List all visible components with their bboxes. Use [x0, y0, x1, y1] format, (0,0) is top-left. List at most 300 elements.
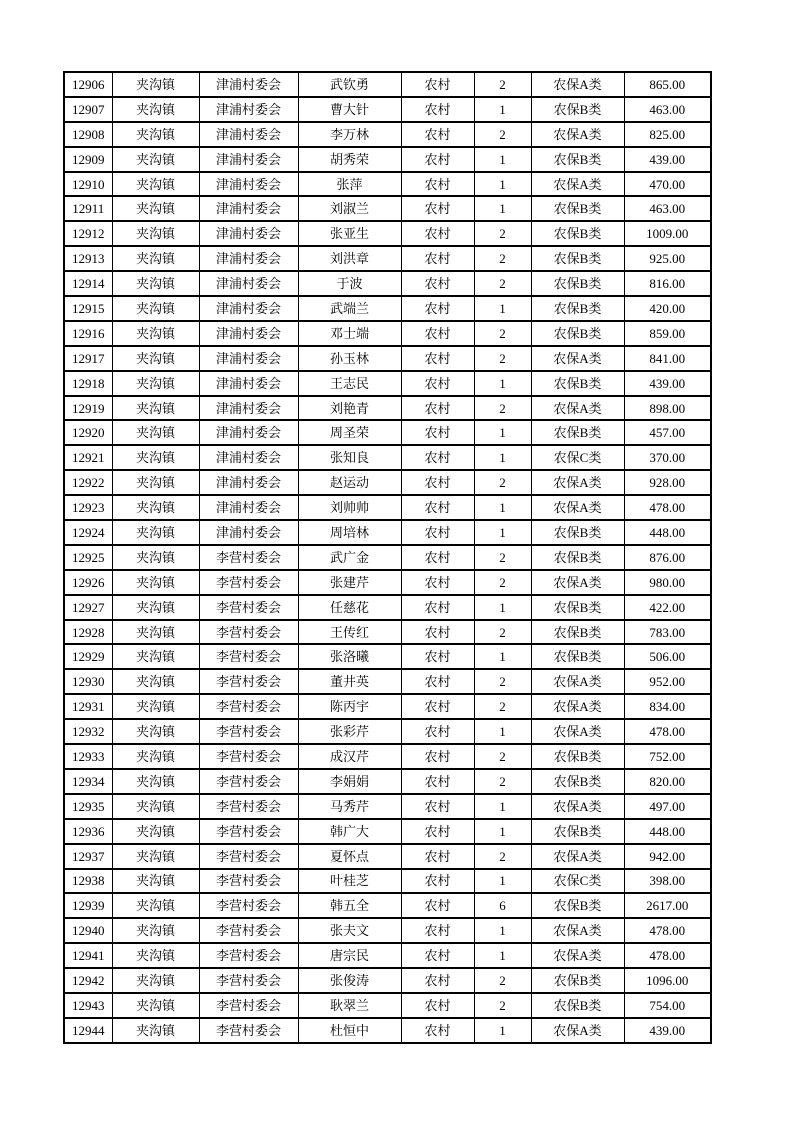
cell-insurance-category: 农保A类 [531, 844, 624, 869]
cell-residence-type: 农村 [401, 545, 474, 570]
table-row [64, 620, 711, 645]
cell-town: 夹沟镇 [112, 819, 199, 844]
table-row [64, 346, 711, 371]
cell-insurance-category: 农保B类 [531, 296, 624, 321]
cell-person-name: 韩五全 [298, 893, 401, 918]
cell-town: 夹沟镇 [112, 246, 199, 271]
cell-town: 夹沟镇 [112, 321, 199, 346]
cell-residence-type: 农村 [401, 620, 474, 645]
cell-village-committee: 津浦村委会 [199, 495, 298, 520]
cell-residence-type: 农村 [401, 744, 474, 769]
cell-insurance-category: 农保B类 [531, 545, 624, 570]
cell-person-name: 成汉芹 [298, 744, 401, 769]
cell-serial-number: 12907 [64, 97, 112, 122]
cell-insurance-category: 农保A类 [531, 346, 624, 371]
cell-insurance-category: 农保B类 [531, 420, 624, 445]
cell-person-count: 1 [474, 371, 531, 396]
cell-amount: 980.00 [624, 570, 711, 595]
cell-village-committee: 李营村委会 [199, 794, 298, 819]
cell-residence-type: 农村 [401, 371, 474, 396]
cell-person-name: 马秀芹 [298, 794, 401, 819]
cell-amount: 478.00 [624, 943, 711, 968]
cell-town: 夹沟镇 [112, 520, 199, 545]
cell-person-name: 张彩芹 [298, 719, 401, 744]
cell-person-count: 2 [474, 769, 531, 794]
cell-insurance-category: 农保B类 [531, 644, 624, 669]
cell-village-committee: 津浦村委会 [199, 147, 298, 172]
cell-serial-number: 12925 [64, 545, 112, 570]
cell-person-count: 1 [474, 420, 531, 445]
cell-person-count: 2 [474, 396, 531, 421]
cell-person-count: 2 [474, 744, 531, 769]
cell-serial-number: 12941 [64, 943, 112, 968]
table-row [64, 122, 711, 147]
table-row [64, 570, 711, 595]
cell-amount: 816.00 [624, 271, 711, 296]
cell-insurance-category: 农保B类 [531, 595, 624, 620]
cell-residence-type: 农村 [401, 769, 474, 794]
cell-insurance-category: 农保A类 [531, 396, 624, 421]
cell-amount: 420.00 [624, 296, 711, 321]
cell-town: 夹沟镇 [112, 893, 199, 918]
cell-town: 夹沟镇 [112, 794, 199, 819]
cell-person-name: 胡秀荣 [298, 147, 401, 172]
cell-village-committee: 李营村委会 [199, 968, 298, 993]
cell-town: 夹沟镇 [112, 943, 199, 968]
cell-village-committee: 津浦村委会 [199, 470, 298, 495]
cell-insurance-category: 农保A类 [531, 719, 624, 744]
table-row [64, 545, 711, 570]
cell-amount: 820.00 [624, 769, 711, 794]
cell-insurance-category: 农保A类 [531, 570, 624, 595]
cell-residence-type: 农村 [401, 844, 474, 869]
cell-town: 夹沟镇 [112, 470, 199, 495]
cell-person-count: 2 [474, 470, 531, 495]
cell-person-count: 2 [474, 72, 531, 97]
cell-village-committee: 李营村委会 [199, 669, 298, 694]
cell-person-name: 陈丙宇 [298, 694, 401, 719]
cell-person-count: 1 [474, 196, 531, 221]
cell-residence-type: 农村 [401, 147, 474, 172]
cell-town: 夹沟镇 [112, 744, 199, 769]
cell-insurance-category: 农保B类 [531, 893, 624, 918]
cell-town: 夹沟镇 [112, 196, 199, 221]
cell-village-committee: 津浦村委会 [199, 346, 298, 371]
cell-amount: 876.00 [624, 545, 711, 570]
cell-village-committee: 李营村委会 [199, 819, 298, 844]
cell-residence-type: 农村 [401, 495, 474, 520]
cell-village-committee: 津浦村委会 [199, 420, 298, 445]
cell-person-name: 耿翠兰 [298, 993, 401, 1018]
cell-person-count: 2 [474, 346, 531, 371]
cell-amount: 398.00 [624, 869, 711, 894]
cell-person-count: 1 [474, 1018, 531, 1043]
cell-person-name: 武端兰 [298, 296, 401, 321]
cell-person-name: 夏怀点 [298, 844, 401, 869]
cell-residence-type: 农村 [401, 893, 474, 918]
cell-residence-type: 农村 [401, 396, 474, 421]
cell-serial-number: 12926 [64, 570, 112, 595]
cell-residence-type: 农村 [401, 918, 474, 943]
cell-person-name: 杜恒中 [298, 1018, 401, 1043]
cell-town: 夹沟镇 [112, 869, 199, 894]
cell-person-name: 刘淑兰 [298, 196, 401, 221]
cell-person-name: 王志民 [298, 371, 401, 396]
cell-amount: 457.00 [624, 420, 711, 445]
cell-village-committee: 李营村委会 [199, 769, 298, 794]
cell-village-committee: 李营村委会 [199, 595, 298, 620]
cell-serial-number: 12932 [64, 719, 112, 744]
cell-serial-number: 12916 [64, 321, 112, 346]
cell-serial-number: 12928 [64, 620, 112, 645]
cell-amount: 478.00 [624, 918, 711, 943]
cell-person-name: 周圣荣 [298, 420, 401, 445]
cell-person-name: 任慈花 [298, 595, 401, 620]
cell-residence-type: 农村 [401, 321, 474, 346]
cell-village-committee: 李营村委会 [199, 1018, 298, 1043]
cell-village-committee: 津浦村委会 [199, 172, 298, 197]
cell-amount: 928.00 [624, 470, 711, 495]
cell-village-committee: 李营村委会 [199, 744, 298, 769]
cell-person-count: 2 [474, 570, 531, 595]
cell-residence-type: 农村 [401, 296, 474, 321]
cell-village-committee: 津浦村委会 [199, 72, 298, 97]
cell-town: 夹沟镇 [112, 993, 199, 1018]
cell-residence-type: 农村 [401, 570, 474, 595]
cell-amount: 506.00 [624, 644, 711, 669]
cell-serial-number: 12922 [64, 470, 112, 495]
table-row [64, 844, 711, 869]
cell-person-name: 叶桂芝 [298, 869, 401, 894]
cell-amount: 752.00 [624, 744, 711, 769]
cell-person-name: 周培林 [298, 520, 401, 545]
cell-person-count: 2 [474, 122, 531, 147]
cell-person-name: 唐宗民 [298, 943, 401, 968]
cell-amount: 448.00 [624, 819, 711, 844]
cell-person-name: 张洛曦 [298, 644, 401, 669]
cell-insurance-category: 农保B类 [531, 321, 624, 346]
cell-person-name: 刘帅帅 [298, 495, 401, 520]
cell-person-count: 6 [474, 893, 531, 918]
cell-person-count: 1 [474, 495, 531, 520]
cell-person-count: 2 [474, 321, 531, 346]
cell-village-committee: 李营村委会 [199, 844, 298, 869]
table-row [64, 72, 711, 97]
table-row [64, 943, 711, 968]
cell-serial-number: 12910 [64, 172, 112, 197]
cell-insurance-category: 农保B类 [531, 97, 624, 122]
cell-person-count: 2 [474, 271, 531, 296]
table-row [64, 520, 711, 545]
table-row [64, 221, 711, 246]
cell-serial-number: 12913 [64, 246, 112, 271]
cell-person-name: 赵运动 [298, 470, 401, 495]
cell-person-count: 1 [474, 147, 531, 172]
cell-serial-number: 12912 [64, 221, 112, 246]
cell-village-committee: 李营村委会 [199, 570, 298, 595]
cell-insurance-category: 农保A类 [531, 918, 624, 943]
cell-town: 夹沟镇 [112, 644, 199, 669]
table-row [64, 918, 711, 943]
cell-village-committee: 李营村委会 [199, 893, 298, 918]
cell-insurance-category: 农保B类 [531, 371, 624, 396]
cell-amount: 478.00 [624, 719, 711, 744]
cell-insurance-category: 农保A类 [531, 470, 624, 495]
cell-town: 夹沟镇 [112, 371, 199, 396]
cell-residence-type: 农村 [401, 968, 474, 993]
cell-person-name: 刘艳青 [298, 396, 401, 421]
cell-serial-number: 12921 [64, 445, 112, 470]
cell-amount: 898.00 [624, 396, 711, 421]
cell-amount: 470.00 [624, 172, 711, 197]
cell-serial-number: 12911 [64, 196, 112, 221]
table-row [64, 893, 711, 918]
cell-insurance-category: 农保B类 [531, 744, 624, 769]
cell-person-count: 1 [474, 943, 531, 968]
cell-person-name: 韩广大 [298, 819, 401, 844]
table-row [64, 196, 711, 221]
table-row [64, 271, 711, 296]
cell-serial-number: 12918 [64, 371, 112, 396]
table-row [64, 595, 711, 620]
cell-serial-number: 12914 [64, 271, 112, 296]
cell-village-committee: 李营村委会 [199, 545, 298, 570]
table-row [64, 869, 711, 894]
cell-residence-type: 农村 [401, 346, 474, 371]
cell-town: 夹沟镇 [112, 620, 199, 645]
cell-amount: 448.00 [624, 520, 711, 545]
cell-residence-type: 农村 [401, 97, 474, 122]
table-row [64, 694, 711, 719]
table-row [64, 371, 711, 396]
cell-residence-type: 农村 [401, 470, 474, 495]
cell-residence-type: 农村 [401, 445, 474, 470]
cell-town: 夹沟镇 [112, 221, 199, 246]
cell-serial-number: 12909 [64, 147, 112, 172]
cell-insurance-category: 农保B类 [531, 968, 624, 993]
cell-person-name: 孙玉林 [298, 346, 401, 371]
table-row [64, 993, 711, 1018]
cell-person-count: 1 [474, 819, 531, 844]
cell-serial-number: 12933 [64, 744, 112, 769]
cell-person-name: 张亚生 [298, 221, 401, 246]
table-row [64, 495, 711, 520]
table-row [64, 968, 711, 993]
cell-town: 夹沟镇 [112, 396, 199, 421]
cell-residence-type: 农村 [401, 196, 474, 221]
cell-insurance-category: 农保A类 [531, 172, 624, 197]
cell-insurance-category: 农保A类 [531, 72, 624, 97]
cell-amount: 925.00 [624, 246, 711, 271]
cell-person-name: 刘洪章 [298, 246, 401, 271]
cell-person-count: 1 [474, 719, 531, 744]
table-row [64, 420, 711, 445]
cell-amount: 825.00 [624, 122, 711, 147]
cell-residence-type: 农村 [401, 72, 474, 97]
cell-insurance-category: 农保B类 [531, 271, 624, 296]
cell-person-name: 武广金 [298, 545, 401, 570]
cell-amount: 422.00 [624, 595, 711, 620]
cell-town: 夹沟镇 [112, 420, 199, 445]
cell-town: 夹沟镇 [112, 769, 199, 794]
cell-residence-type: 农村 [401, 794, 474, 819]
table-row [64, 445, 711, 470]
cell-insurance-category: 农保B类 [531, 620, 624, 645]
cell-residence-type: 农村 [401, 1018, 474, 1043]
cell-person-name: 李万林 [298, 122, 401, 147]
cell-person-count: 1 [474, 794, 531, 819]
cell-amount: 859.00 [624, 321, 711, 346]
cell-insurance-category: 农保B类 [531, 221, 624, 246]
cell-person-count: 1 [474, 644, 531, 669]
table-row [64, 470, 711, 495]
cell-town: 夹沟镇 [112, 445, 199, 470]
cell-person-count: 2 [474, 221, 531, 246]
cell-residence-type: 农村 [401, 869, 474, 894]
table-row [64, 296, 711, 321]
cell-town: 夹沟镇 [112, 694, 199, 719]
cell-town: 夹沟镇 [112, 595, 199, 620]
cell-town: 夹沟镇 [112, 72, 199, 97]
table-row [64, 769, 711, 794]
cell-town: 夹沟镇 [112, 1018, 199, 1043]
cell-serial-number: 12938 [64, 869, 112, 894]
cell-town: 夹沟镇 [112, 669, 199, 694]
table-row [64, 719, 711, 744]
cell-person-name: 张萍 [298, 172, 401, 197]
cell-amount: 783.00 [624, 620, 711, 645]
cell-amount: 754.00 [624, 993, 711, 1018]
cell-insurance-category: 农保A类 [531, 694, 624, 719]
table-row [64, 147, 711, 172]
cell-serial-number: 12915 [64, 296, 112, 321]
cell-person-name: 邓士端 [298, 321, 401, 346]
cell-insurance-category: 农保A类 [531, 794, 624, 819]
cell-person-count: 1 [474, 520, 531, 545]
cell-residence-type: 农村 [401, 993, 474, 1018]
cell-insurance-category: 农保C类 [531, 445, 624, 470]
table-row [64, 819, 711, 844]
cell-town: 夹沟镇 [112, 844, 199, 869]
cell-town: 夹沟镇 [112, 918, 199, 943]
cell-amount: 841.00 [624, 346, 711, 371]
cell-town: 夹沟镇 [112, 570, 199, 595]
cell-person-count: 1 [474, 296, 531, 321]
cell-village-committee: 津浦村委会 [199, 520, 298, 545]
cell-serial-number: 12923 [64, 495, 112, 520]
cell-amount: 439.00 [624, 147, 711, 172]
cell-village-committee: 津浦村委会 [199, 97, 298, 122]
cell-person-count: 2 [474, 968, 531, 993]
cell-residence-type: 农村 [401, 595, 474, 620]
cell-village-committee: 李营村委会 [199, 918, 298, 943]
cell-village-committee: 津浦村委会 [199, 445, 298, 470]
cell-village-committee: 李营村委会 [199, 620, 298, 645]
cell-person-count: 1 [474, 172, 531, 197]
cell-village-committee: 津浦村委会 [199, 396, 298, 421]
cell-amount: 497.00 [624, 794, 711, 819]
cell-residence-type: 农村 [401, 221, 474, 246]
cell-serial-number: 12930 [64, 669, 112, 694]
cell-person-count: 1 [474, 869, 531, 894]
cell-town: 夹沟镇 [112, 296, 199, 321]
cell-village-committee: 津浦村委会 [199, 296, 298, 321]
cell-insurance-category: 农保A类 [531, 122, 624, 147]
cell-residence-type: 农村 [401, 520, 474, 545]
cell-town: 夹沟镇 [112, 147, 199, 172]
table-row [64, 246, 711, 271]
cell-serial-number: 12924 [64, 520, 112, 545]
table-row [64, 794, 711, 819]
table-body [64, 72, 711, 1043]
cell-amount: 439.00 [624, 371, 711, 396]
cell-insurance-category: 农保A类 [531, 669, 624, 694]
cell-residence-type: 农村 [401, 943, 474, 968]
cell-residence-type: 农村 [401, 172, 474, 197]
cell-amount: 463.00 [624, 97, 711, 122]
cell-town: 夹沟镇 [112, 719, 199, 744]
cell-person-name: 曹大针 [298, 97, 401, 122]
cell-village-committee: 津浦村委会 [199, 321, 298, 346]
cell-residence-type: 农村 [401, 420, 474, 445]
cell-serial-number: 12936 [64, 819, 112, 844]
cell-insurance-category: 农保B类 [531, 769, 624, 794]
cell-village-committee: 李营村委会 [199, 694, 298, 719]
cell-amount: 439.00 [624, 1018, 711, 1043]
cell-amount: 1009.00 [624, 221, 711, 246]
cell-serial-number: 12937 [64, 844, 112, 869]
cell-amount: 952.00 [624, 669, 711, 694]
cell-serial-number: 12920 [64, 420, 112, 445]
cell-village-committee: 李营村委会 [199, 993, 298, 1018]
cell-amount: 463.00 [624, 196, 711, 221]
cell-serial-number: 12935 [64, 794, 112, 819]
table-row [64, 97, 711, 122]
cell-amount: 834.00 [624, 694, 711, 719]
table-row [64, 1018, 711, 1043]
cell-town: 夹沟镇 [112, 122, 199, 147]
cell-person-name: 张夫文 [298, 918, 401, 943]
table-row [64, 669, 711, 694]
table-row [64, 172, 711, 197]
cell-insurance-category: 农保A类 [531, 1018, 624, 1043]
cell-insurance-category: 农保B类 [531, 993, 624, 1018]
cell-person-count: 1 [474, 918, 531, 943]
table-row [64, 644, 711, 669]
cell-person-name: 董井英 [298, 669, 401, 694]
cell-serial-number: 12943 [64, 993, 112, 1018]
cell-amount: 478.00 [624, 495, 711, 520]
cell-serial-number: 12906 [64, 72, 112, 97]
cell-residence-type: 农村 [401, 719, 474, 744]
cell-serial-number: 12931 [64, 694, 112, 719]
cell-residence-type: 农村 [401, 669, 474, 694]
cell-person-count: 2 [474, 545, 531, 570]
cell-person-count: 1 [474, 445, 531, 470]
cell-amount: 370.00 [624, 445, 711, 470]
cell-residence-type: 农村 [401, 819, 474, 844]
cell-person-name: 于波 [298, 271, 401, 296]
cell-person-count: 2 [474, 246, 531, 271]
cell-village-committee: 津浦村委会 [199, 271, 298, 296]
cell-person-name: 李娟娟 [298, 769, 401, 794]
cell-serial-number: 12942 [64, 968, 112, 993]
cell-town: 夹沟镇 [112, 172, 199, 197]
cell-residence-type: 农村 [401, 644, 474, 669]
cell-town: 夹沟镇 [112, 968, 199, 993]
cell-village-committee: 李营村委会 [199, 719, 298, 744]
cell-amount: 865.00 [624, 72, 711, 97]
